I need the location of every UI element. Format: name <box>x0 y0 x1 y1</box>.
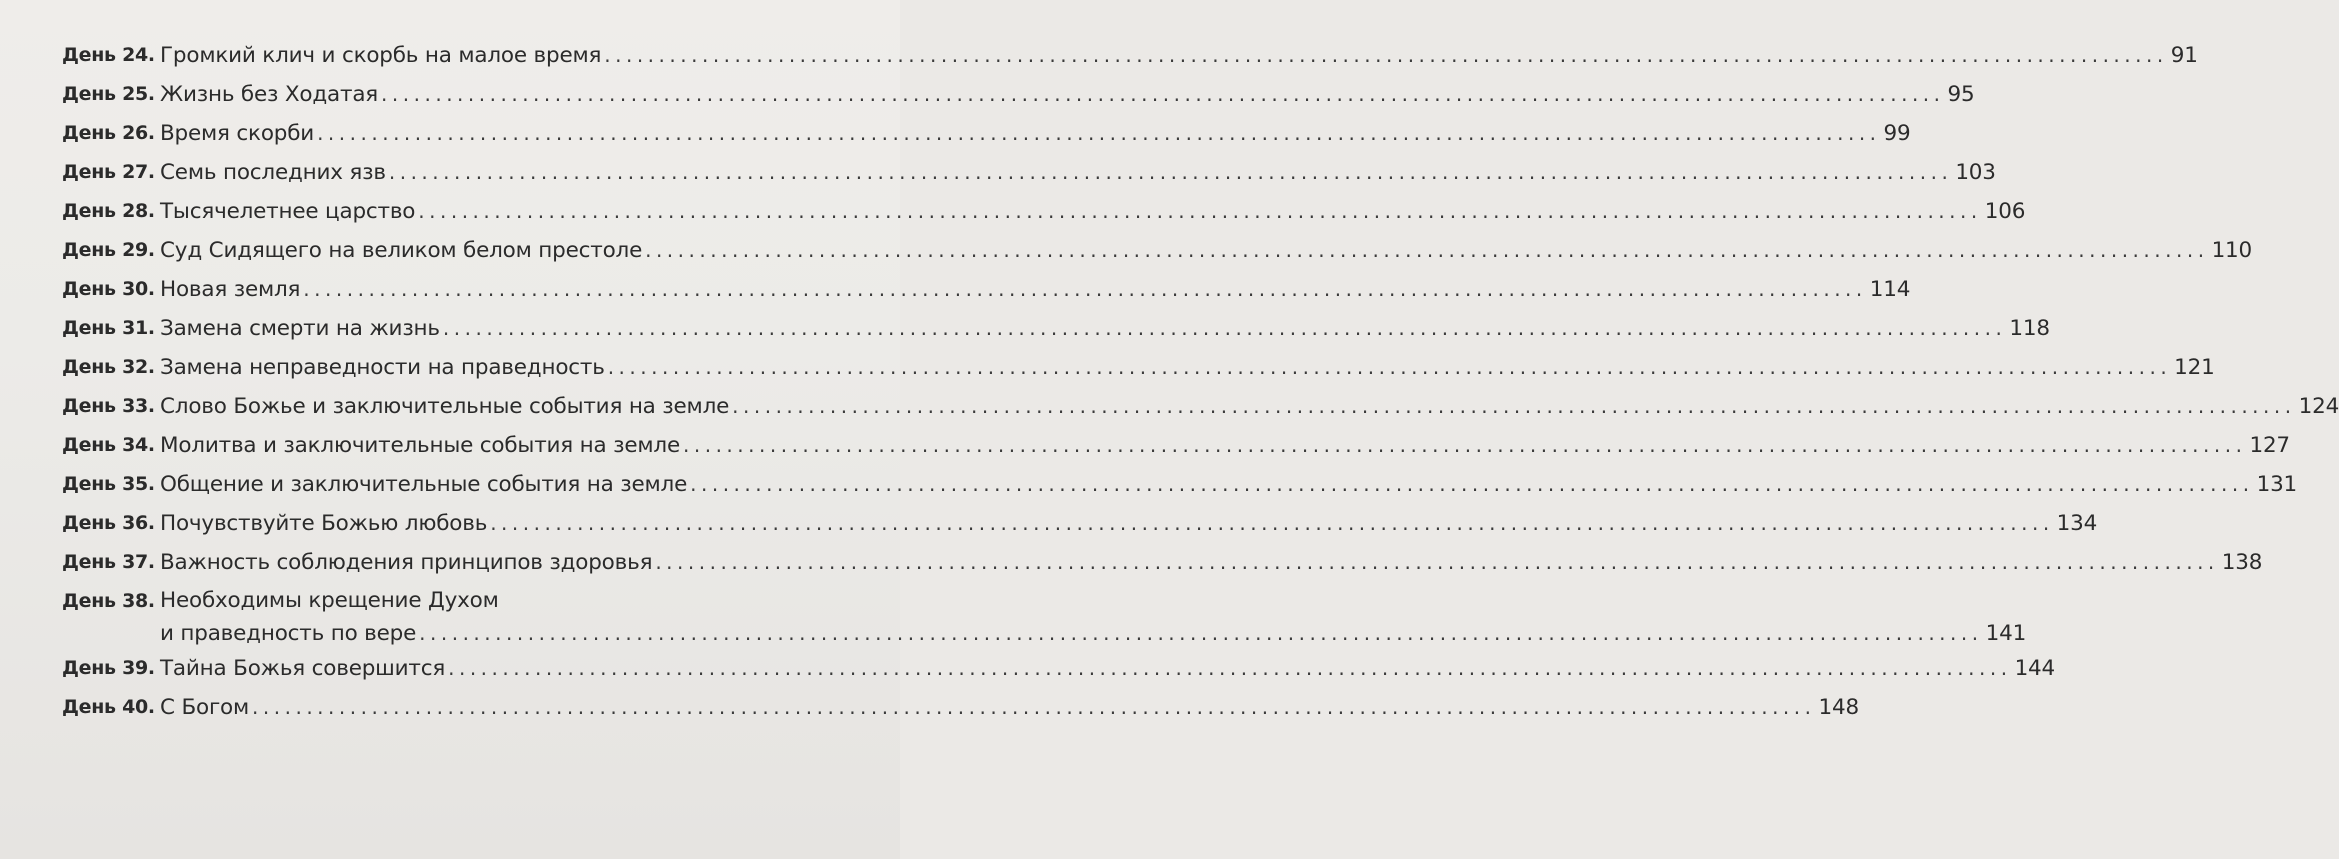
toc-title: Слово Божье и заключительные события на земле <box>160 394 730 419</box>
toc-day-label: День 37. <box>62 551 155 573</box>
toc-page-number: 127 <box>2249 433 2290 458</box>
toc-day-label: День 26. <box>62 122 155 144</box>
toc-entry-day-24 <box>62 36 2198 75</box>
table-of-contents <box>62 36 2339 727</box>
toc-title: Суд Сидящего на великом белом престоле <box>160 238 643 263</box>
toc-entry-day-40 <box>62 688 1859 727</box>
toc-title: Громкий клич и скорбь на малое время <box>160 43 602 68</box>
toc-day-label: День 35. <box>62 473 155 495</box>
dot-leader <box>608 348 2171 386</box>
toc-day-label: День 24. <box>62 44 155 66</box>
dot-leader <box>683 426 2246 464</box>
toc-title: Почувствуйте Божью любовь <box>160 511 488 536</box>
toc-page-number: 103 <box>1955 160 1996 185</box>
dot-leader <box>645 231 2208 269</box>
toc-page-number: 95 <box>1947 82 1975 107</box>
toc-title: Важность соблюдения принципов здоровья <box>160 550 653 575</box>
toc-day-label: День 31. <box>62 317 155 339</box>
dot-leader <box>655 543 2218 581</box>
toc-title: Семь последних язв <box>160 160 386 185</box>
toc-page-number: 141 <box>1985 621 2027 646</box>
toc-day-label: День 28. <box>62 200 155 222</box>
dot-leader <box>389 153 1952 191</box>
toc-page-number: 121 <box>2174 355 2215 380</box>
toc-entry-day-28 <box>62 192 2026 231</box>
dot-leader <box>443 309 2006 347</box>
toc-page-number: 114 <box>1869 277 1911 302</box>
toc-entry-day-29 <box>62 231 2252 270</box>
toc-entry-day-36 <box>62 504 2098 543</box>
toc-entry-day-35 <box>62 465 2298 504</box>
toc-day-label: День 33. <box>62 395 155 417</box>
toc-entry-day-39 <box>62 649 2056 688</box>
toc-page-number: 91 <box>2170 43 2198 68</box>
dot-leader <box>317 114 1880 152</box>
toc-day-label: День 34. <box>62 434 155 456</box>
toc-day-label: День 38. <box>62 590 155 612</box>
toc-entry-day-26 <box>62 114 1911 153</box>
dot-leader <box>604 36 2167 74</box>
toc-page-number: 124 <box>2298 394 2339 419</box>
toc-entry-day-25 <box>62 75 1975 114</box>
toc-day-label: День 40. <box>62 696 155 718</box>
toc-title: Замена неправедности на праведность <box>160 355 605 380</box>
toc-entry-day-30 <box>62 270 1911 309</box>
toc-entry-day-33 <box>62 387 2339 426</box>
dot-leader <box>419 618 1982 648</box>
toc-title: Время скорби <box>160 121 315 146</box>
toc-title: С Богом <box>160 695 250 720</box>
dot-leader <box>690 465 2253 503</box>
toc-title: Новая земля <box>160 277 301 302</box>
dot-leader <box>732 387 2295 425</box>
toc-day-label: День 29. <box>62 239 155 261</box>
toc-page-number: 144 <box>2014 656 2056 681</box>
dot-leader <box>418 192 1981 230</box>
toc-entry-day-31 <box>62 309 2050 348</box>
toc-title: Молитва и заключительные события на земле <box>160 433 680 458</box>
toc-entry-day-27 <box>62 153 1996 192</box>
toc-title: Жизнь без Ходатая <box>160 82 379 107</box>
toc-day-label: День 36. <box>62 512 155 534</box>
toc-page-number: 131 <box>2256 472 2298 497</box>
toc-entry-day-34 <box>62 426 2290 465</box>
toc-title: Общение и заключительные события на земле <box>160 472 688 497</box>
toc-title: Тысячелетнее царство <box>160 199 416 224</box>
dot-leader <box>448 649 2011 687</box>
dot-leader <box>252 688 1815 726</box>
toc-day-label: День 39. <box>62 657 155 679</box>
toc-day-label: День 32. <box>62 356 155 378</box>
dot-leader <box>303 270 1866 308</box>
toc-page-number: 118 <box>2009 316 2050 341</box>
toc-page-number: 138 <box>2221 550 2263 575</box>
toc-page-number: 134 <box>2056 511 2098 536</box>
dot-leader <box>381 75 1944 113</box>
toc-title-line-1: Необходимы крещение Духом <box>160 588 499 613</box>
dot-leader <box>490 504 2053 542</box>
toc-entry-day-32 <box>62 348 2215 387</box>
toc-page-number: 106 <box>1984 199 2026 224</box>
toc-page-number: 99 <box>1883 121 1911 146</box>
toc-day-label: День 30. <box>62 278 155 300</box>
toc-title-line-2: и праведность по вере <box>160 621 417 646</box>
toc-page-number: 148 <box>1818 695 1859 720</box>
toc-title: Замена смерти на жизнь <box>160 316 440 341</box>
toc-entry-day-38 <box>62 582 2027 649</box>
toc-day-label: День 27. <box>62 161 155 183</box>
toc-title: Тайна Божья совершится <box>160 656 446 681</box>
toc-page-number: 110 <box>2211 238 2252 263</box>
toc-entry-day-37 <box>62 543 2263 582</box>
toc-day-label: День 25. <box>62 83 155 105</box>
